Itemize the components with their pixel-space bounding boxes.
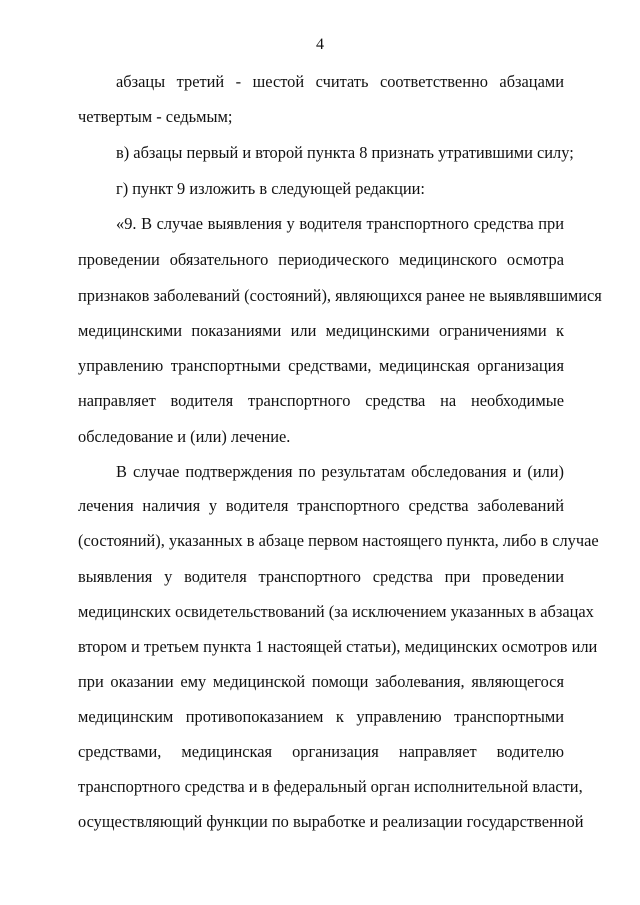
text-line: признаков заболеваний (состояний), являющихся ранее не выявлявшимися bbox=[78, 286, 602, 305]
text-line: четвертым - седьмым; bbox=[78, 107, 233, 126]
page-number: 4 bbox=[316, 36, 324, 53]
text-line: направляет водителя транспортного средства на необходимые bbox=[78, 391, 564, 410]
text-line: обследование и (или) лечение. bbox=[78, 427, 291, 446]
text-line: проведении обязательного периодического медицинского осмотра bbox=[78, 250, 564, 269]
text-line: медицинскими показаниями или медицинскими ограничениями к bbox=[78, 321, 564, 340]
text-line: в) абзацы первый и второй пункта 8 признать утратившими силу; bbox=[116, 143, 574, 162]
text-line: медицинских освидетельствований (за исключением указанных в абзацах bbox=[78, 602, 594, 621]
text-line: средствами, медицинская организация направляет водителю bbox=[78, 742, 564, 761]
text-line: при оказании ему медицинской помощи заболевания, являющегося bbox=[78, 672, 564, 691]
text-line: «9. В случае выявления у водителя транспортного средства при bbox=[116, 214, 564, 233]
text-line: лечения наличия у водителя транспортного средства заболеваний bbox=[78, 496, 564, 515]
text-line: выявления у водителя транспортного средства при проведении bbox=[78, 567, 564, 586]
text-line: осуществляющий функции по выработке и реализации государственной bbox=[78, 812, 584, 831]
text-line: г) пункт 9 изложить в следующей редакции: bbox=[116, 179, 425, 198]
text-line: абзацы третий - шестой считать соответственно абзацами bbox=[116, 72, 564, 91]
text-line: (состояний), указанных в абзаце первом настоящего пункта, либо в случае bbox=[78, 531, 599, 550]
text-line: медицинским противопоказанием к управлению транспортными bbox=[78, 707, 564, 726]
text-line: втором и третьем пункта 1 настоящей статьи), медицинских осмотров или bbox=[78, 637, 598, 656]
text-line: управлению транспортными средствами, медицинская организация bbox=[78, 356, 564, 375]
text-line: транспортного средства и в федеральный орган исполнительной власти, bbox=[78, 777, 583, 796]
text-line: В случае подтверждения по результатам обследования и (или) bbox=[116, 462, 564, 481]
